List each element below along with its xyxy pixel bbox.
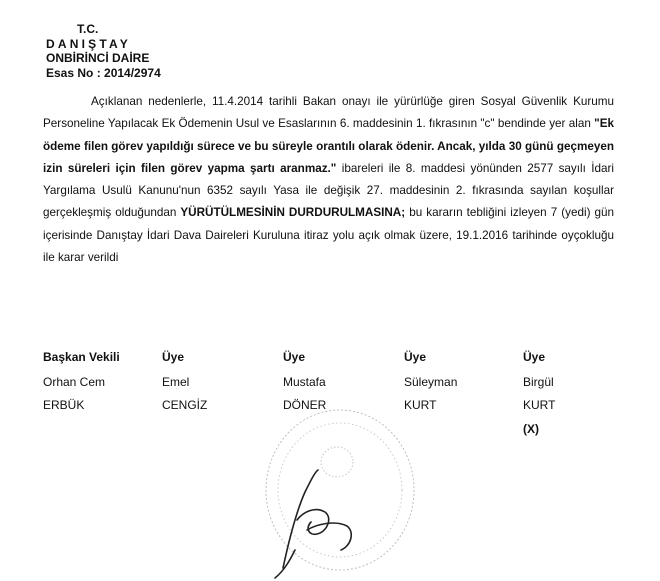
signatory-last-4: KURT xyxy=(404,398,437,412)
signatory-last-5: KURT xyxy=(523,398,556,412)
dissent-mark: (X) xyxy=(523,422,539,436)
signatory-title-2: Üye xyxy=(162,350,185,364)
signatory-first-4: Süleyman xyxy=(404,375,458,389)
signatory-first-5: Birgül xyxy=(523,375,554,389)
signatory-title-1: Başkan Vekili xyxy=(43,350,120,364)
seal-stamp-icon xyxy=(255,400,420,581)
signatory-title-4: Üye xyxy=(404,350,427,364)
signatory-last-3: DÖNER xyxy=(283,398,327,412)
quoted-provision: "Ek ödeme filen görev yapıldığı sürece ve bu süreyle orantılı olarak ödenir. Ancak, yılda 30 günü geçmeyen izin süreleri için filen görev yapma şartı aranmaz." xyxy=(43,117,614,175)
case-number: Esas No : 2014/2974 xyxy=(46,65,161,80)
signatory-first-3: Mustafa xyxy=(283,375,326,389)
signatory-first-1: Orhan Cem xyxy=(43,375,106,389)
signatory-title-3: Üye xyxy=(283,350,306,364)
signatory-last-1: ERBÜK xyxy=(43,398,85,412)
signature-scribble xyxy=(275,470,351,578)
document-header xyxy=(46,22,161,80)
signatory-first-2: Emel xyxy=(162,375,190,389)
decision-closing: bu kararın tebliğini izleyen 7 (yedi) gün içerisinde Danıştay İdari Dava Daireleri Kuruluna itiraz yolu açık olmak üzere, 19.1.2016 tarihinde oyçokluğu ile karar verildi xyxy=(43,206,614,265)
signatory-title-5: Üye xyxy=(523,350,546,364)
signatory-last-2: CENGİZ xyxy=(162,398,208,412)
decision-text xyxy=(43,91,614,269)
decision-paragraph xyxy=(43,91,614,269)
decision-legal-basis: ibareleri ile 8. maddesi yönünden 2577 sayılı İdari Yargılama Usulü Kanunu'nun 6352 sayılı Yasa ile değişik 27. maddesinin 2. fıkrasında sayılan koşullar gerçekleşmiş olduğundan xyxy=(43,161,614,220)
ruling-text: YÜRÜTÜLMESİNİN DURDURULMASINA; xyxy=(180,206,406,220)
decision-intro: Açıklanan nedenlerle, 11.4.2014 tarihli Bakan onayı ile yürürlüğe giren Sosyal Güvenlik Kurumu Personeline Yapılacak Ek Ödemenin Usul ve Esaslarının 6. maddesinin 1. fıkrasının "c" bendinde yer alan xyxy=(43,95,614,131)
republic-abbreviation: T.C. xyxy=(77,22,99,36)
court-name: DANIŞTAY xyxy=(46,36,131,51)
chamber-name: ONBİRİNCİ DAİRE xyxy=(46,51,150,65)
